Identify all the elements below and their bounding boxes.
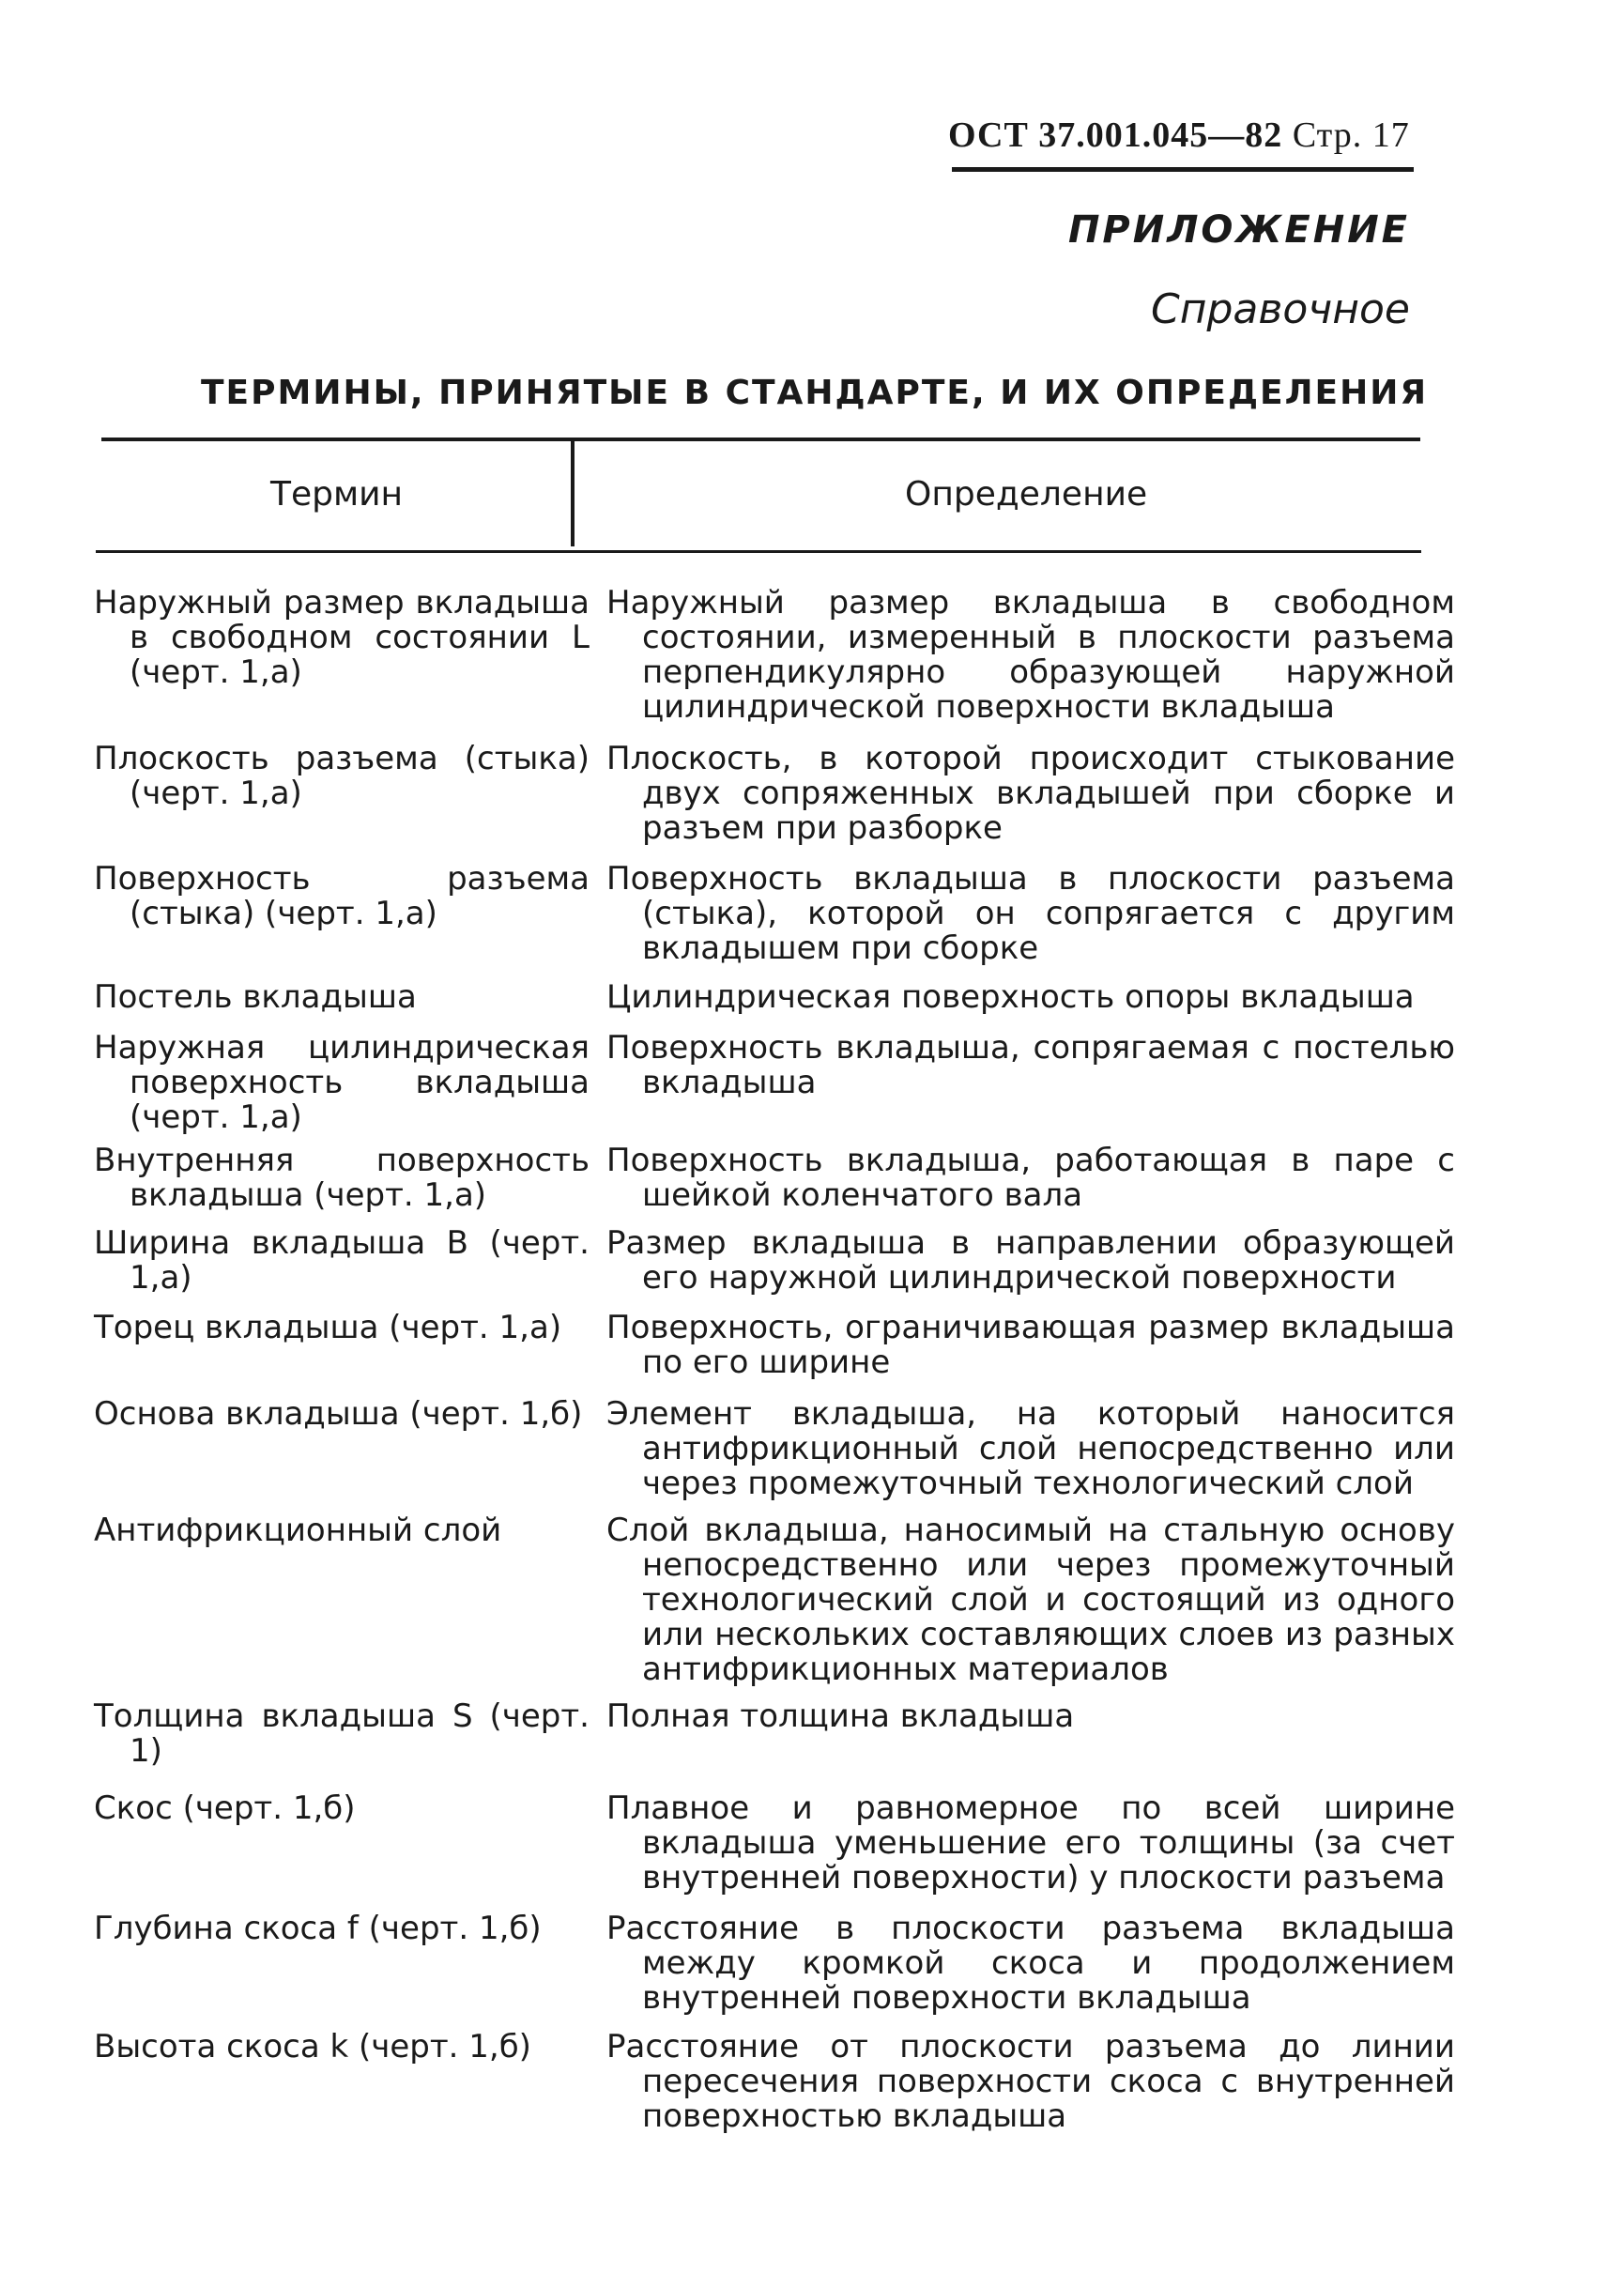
term-cell: Торец вкладыша (черт. 1,а) (94, 1309, 562, 1346)
standard-code: ОСТ 37.001.045—82 (948, 115, 1283, 155)
header-term: Термин (270, 475, 404, 514)
term-cell: Основа вкладыша (черт. 1,б) (94, 1395, 583, 1433)
definition-cell: Плавное и равномерное по всей ширине вкладыша уменьшение его толщины (за счет внутренней поверхности) у плоскости разъема (606, 1789, 1455, 1896)
definition-cell: Элемент вкладыша, на который наносится антифрикционный слой непосредственно или через промежуточный технологический слой (606, 1395, 1455, 1502)
definition-cell: Размер вкладыша в направлении образующей его наружной цилиндрической поверхности (606, 1224, 1455, 1297)
term-cell: Наружная цилиндрическая поверхность вкладыша (черт. 1,а) (94, 1029, 590, 1136)
term-cell: Толщина вкладыша S (черт. 1) (94, 1697, 590, 1770)
definition-cell: Слой вкладыша, наносимый на стальную основу непосредственно или через промежуточный технологический слой и состоящий из одного или нескольких составляющих слоев из разных антифрикционных материалов (606, 1512, 1455, 1688)
term-cell: Наружный размер вкладыша в свободном состоянии L (черт. 1,а) (94, 584, 590, 691)
term-cell: Скос (черт. 1,б) (94, 1789, 356, 1827)
page-number: Стр. 17 (1292, 115, 1410, 155)
page-title: ТЕРМИНЫ, ПРИНЯТЫЕ В СТАНДАРТЕ, И ИХ ОПРЕДЕЛЕНИЯ (201, 374, 1429, 412)
term-cell: Внутренняя поверхность вкладыша (черт. 1,а) (94, 1142, 590, 1214)
term-cell: Поверхность разъема (стыка) (черт. 1,а) (94, 860, 590, 932)
definition-cell: Наружный размер вкладыша в свободном состоянии, измеренный в плоскости разъема перпендикулярно образующей наружной цилиндрической поверхности вкладыша (606, 584, 1455, 726)
reference-label: Справочное (1151, 285, 1410, 333)
term-cell: Постель вкладыша (94, 978, 417, 1016)
term-cell: Глубина скоса f (черт. 1,б) (94, 1910, 542, 1947)
definition-cell: Расстояние от плоскости разъема до линии пересечения поверхности скоса с внутренней поверхностью вкладыша (606, 2028, 1455, 2135)
term-cell: Плоскость разъема (стыка) (черт. 1,а) (94, 740, 590, 812)
definition-cell: Поверхность вкладыша, работающая в паре с шейкой коленчатого вала (606, 1142, 1455, 1214)
definition-cell: Поверхность вкладыша, сопрягаемая с постелью вкладыша (606, 1029, 1455, 1101)
definition-cell: Поверхность вкладыша в плоскости разъема (стыка), которой он сопрягается с другим вкладышем при сборке (606, 860, 1455, 967)
definition-cell: Расстояние в плоскости разъема вкладыша между кромкой скоса и продолжением внутренней поверхности вкладыша (606, 1910, 1455, 2017)
table-top-rule (101, 438, 1420, 441)
header-column-divider (571, 441, 575, 546)
table-header-rule (96, 550, 1421, 553)
header-definition: Определение (905, 475, 1148, 514)
definition-cell: Плоскость, в которой происходит стыкование двух сопряженных вкладышей при сборке и разъем при разборке (606, 740, 1455, 847)
term-cell: Антифрикционный слой (94, 1512, 502, 1549)
definition-cell: Цилиндрическая поверхность опоры вкладыша (606, 978, 1415, 1016)
appendix-label: ПРИЛОЖЕНИЕ (1067, 208, 1410, 252)
definition-cell: Поверхность, ограничивающая размер вкладыша по его ширине (606, 1309, 1455, 1381)
page-header (948, 115, 1417, 156)
header-rule (952, 167, 1414, 172)
term-cell: Высота скоса k (черт. 1,б) (94, 2028, 531, 2065)
term-cell: Ширина вкладыша B (черт. 1,а) (94, 1224, 590, 1297)
definition-cell: Полная толщина вкладыша (606, 1697, 1075, 1735)
